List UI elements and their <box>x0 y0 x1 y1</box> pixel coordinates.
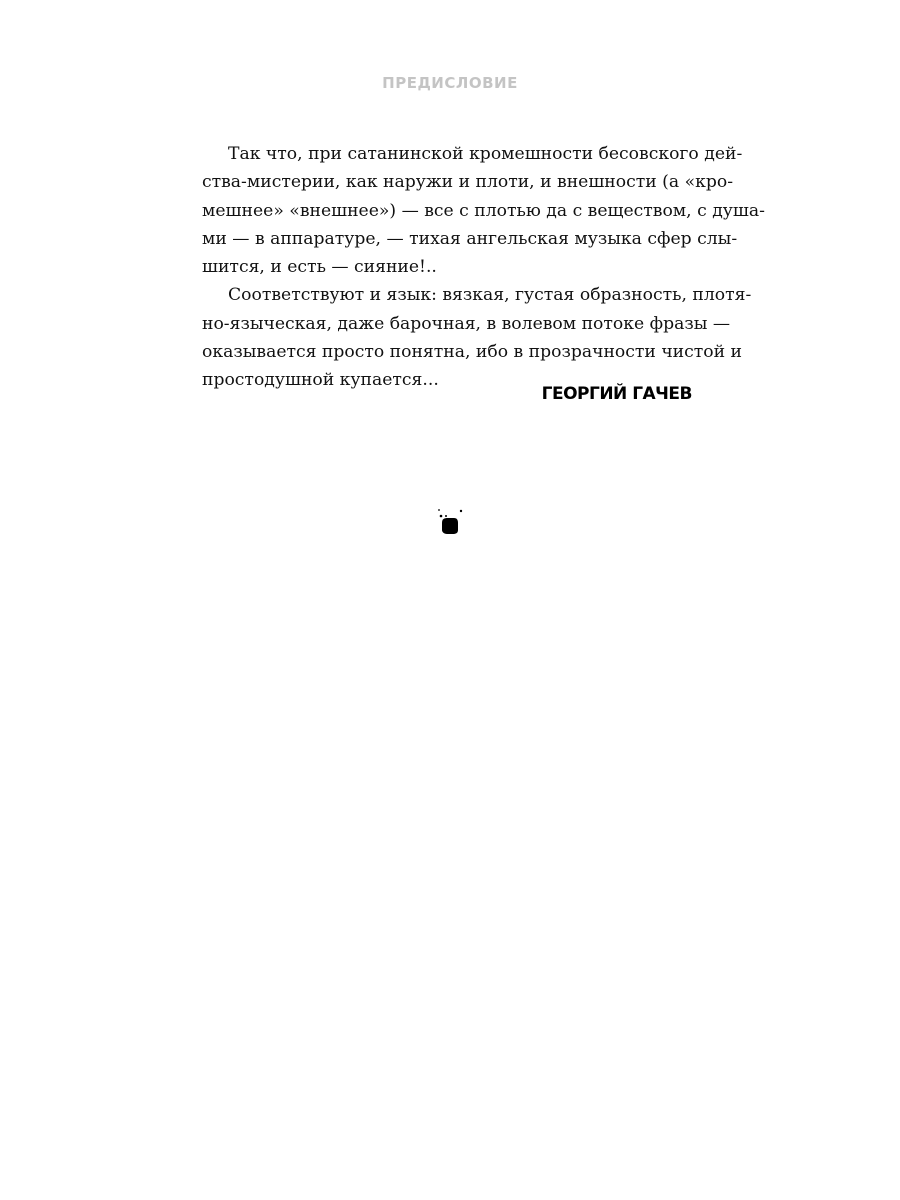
paragraph <box>202 281 752 394</box>
body-text <box>202 140 765 395</box>
text-line: простодушной купается... <box>202 370 439 391</box>
text-line: ства-мистерии, как наружи и плоти, и внешности (а «кро- <box>202 172 733 193</box>
text-line: ми — в аппаратуре, — тихая ангельская музыка сфер слы- <box>202 228 738 249</box>
text-line: Соответствуют и язык: вязкая, густая образность, плотя- <box>228 285 752 306</box>
text-line: оказывается просто понятна, ибо в прозрачности чистой и <box>202 342 742 363</box>
text-line: шится, и есть — сияние!.. <box>202 257 437 278</box>
running-head-title: ПРЕДИСЛОВИЕ <box>382 74 518 92</box>
text-line: но-языческая, даже барочная, в волевом потоке фразы — <box>202 313 731 334</box>
ink-blot-ornament-icon <box>434 505 468 539</box>
paragraph <box>202 140 765 281</box>
text-line: мешнее» «внешнее») — все с плотью да с веществом, с душа- <box>202 200 765 221</box>
author-signature: ГЕОРГИЙ ГАЧЕВ <box>541 384 692 404</box>
text-line: Так что, при сатанинской кромешности бесовского дей- <box>228 144 743 164</box>
